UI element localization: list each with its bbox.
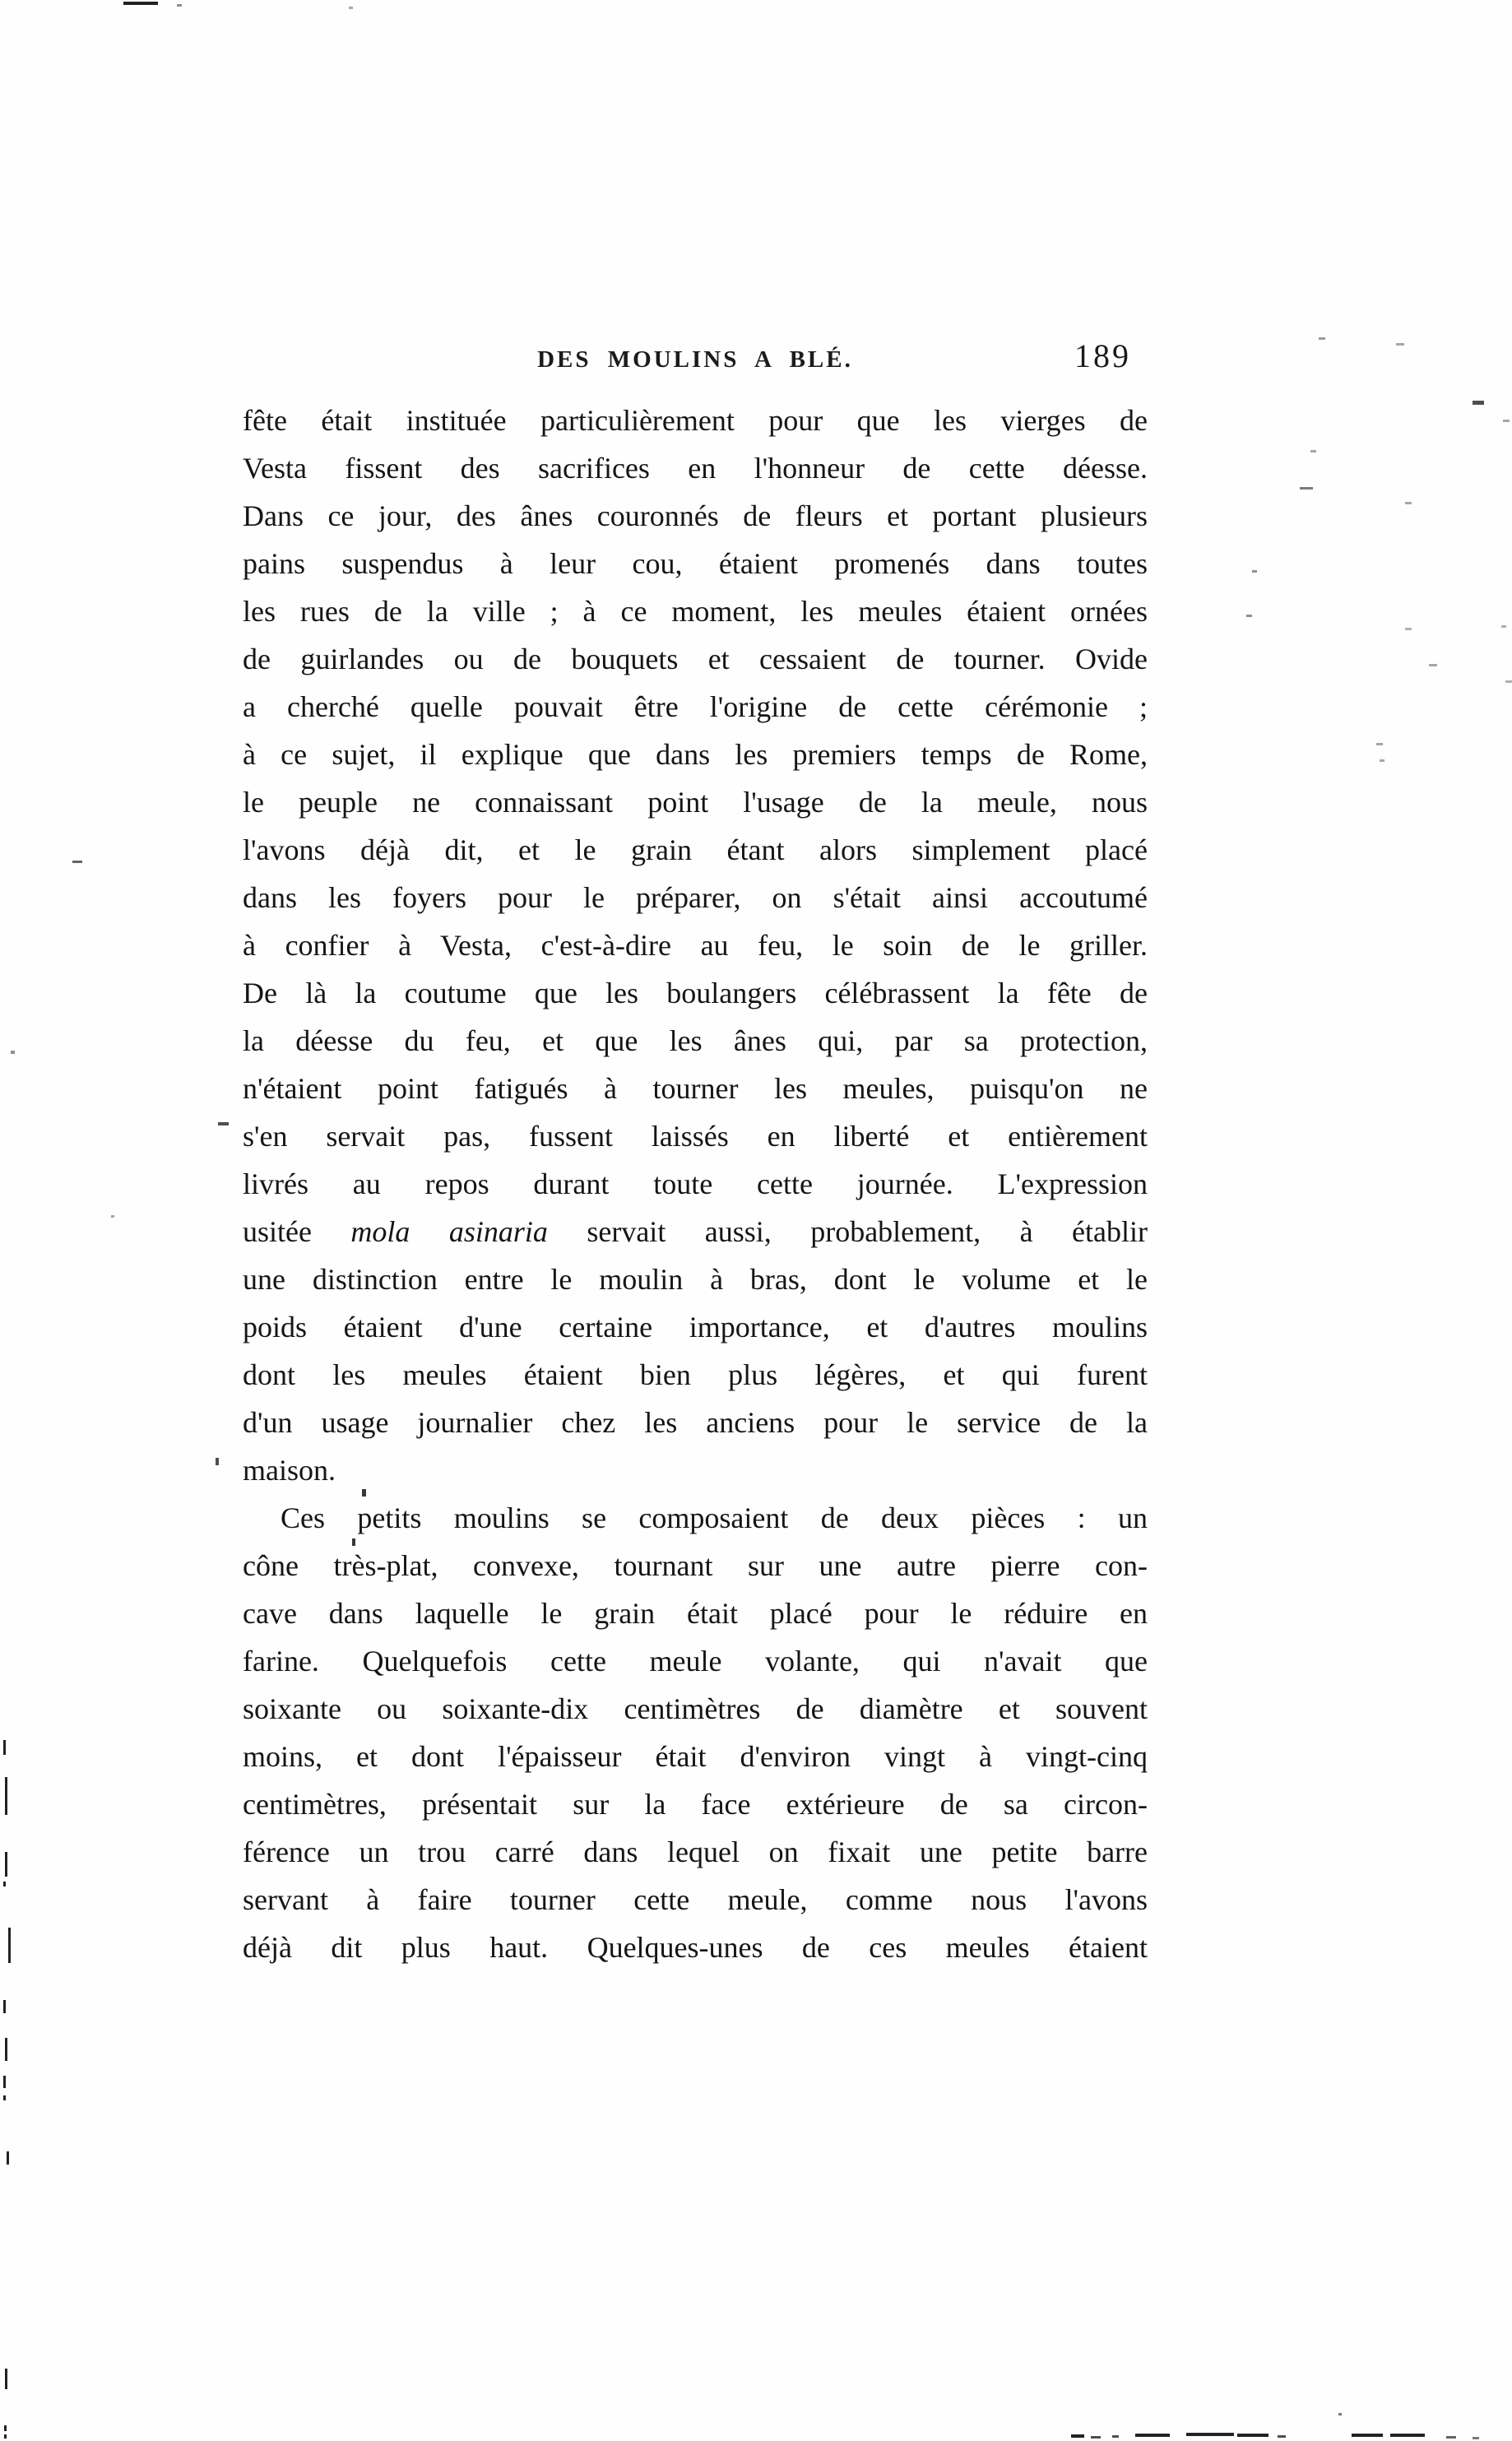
page-header (243, 339, 1148, 380)
scan-artifact (1429, 664, 1437, 666)
text-line (243, 1208, 1148, 1255)
text-segment: usitée (243, 1215, 351, 1248)
scan-artifact (1071, 2434, 1084, 2438)
scan-artifact (1237, 2434, 1269, 2437)
text-segment: poids étaient d'une certaine importance, et d'autres moulins (243, 1311, 1148, 1343)
text-segment: de guirlandes ou de bouquets et cessaient de tourner. Ovide (243, 643, 1148, 675)
text-segment: à ce sujet, il explique que dans les premiers temps de Rome, (243, 738, 1148, 771)
scan-artifact (1405, 502, 1412, 504)
scan-artifact (1390, 2434, 1425, 2437)
text-line (243, 969, 1148, 1017)
text-line (243, 921, 1148, 969)
scan-artifact (5, 2038, 7, 2061)
scan-artifact (4, 2425, 7, 2431)
scan-artifact (349, 7, 353, 9)
text-line (243, 1399, 1148, 1446)
scan-artifact (1405, 628, 1412, 630)
scan-artifact (5, 1777, 7, 1815)
text-line (243, 397, 1148, 444)
text-line (243, 1637, 1148, 1685)
text-segment: maison. (243, 1454, 336, 1487)
scan-artifact (4, 2434, 7, 2439)
scan-artifact (123, 2, 158, 5)
scan-artifact (3, 2095, 6, 2100)
scan-artifact (3, 2076, 6, 2088)
scan-artifact (3, 1882, 6, 1886)
text-line (243, 778, 1148, 826)
running-title: DES MOULINS A BLÉ. (537, 346, 853, 373)
scan-artifact (1505, 680, 1512, 683)
text-segment: déjà dit plus haut. Quelques-unes de ces meules étaient (243, 1931, 1148, 1964)
scan-artifact (1310, 450, 1316, 452)
scan-artifact (11, 1051, 15, 1054)
scan-artifact (3, 2000, 6, 2013)
text-line (243, 1017, 1148, 1065)
page-number: 189 (1074, 337, 1131, 374)
text-line (243, 826, 1148, 874)
text-segment: férence un trou carré dans lequel on fixait une petite barre (243, 1835, 1148, 1868)
text-line (243, 492, 1148, 540)
scan-artifact (1091, 2436, 1101, 2439)
scan-artifact (1501, 625, 1506, 628)
text-segment: l'avons déjà dit, et le grain étant alors simplement placé (243, 833, 1148, 866)
scan-artifact (1112, 2435, 1119, 2438)
scan-artifact (3, 1740, 6, 1755)
scan-artifact (8, 1928, 11, 1963)
text-line (243, 1351, 1148, 1399)
scan-artifact (1246, 615, 1252, 617)
text-segment: le peuple ne connaissant point l'usage de la meule, nous (243, 786, 1148, 819)
text-line (243, 1924, 1148, 1971)
text-line (243, 683, 1148, 731)
text-segment: servait aussi, probablement, à établir (547, 1215, 1148, 1248)
text-segment: Ces petits moulins se composaient de deux pièces : un (281, 1501, 1148, 1534)
text-segment: Vesta fissent des sacrifices en l'honneur de cette déesse. (243, 452, 1148, 485)
scan-artifact (1380, 759, 1384, 762)
text-segment: dont les meules étaient bien plus légères, et qui furent (243, 1358, 1148, 1391)
text-line (243, 1780, 1148, 1828)
text-line (243, 731, 1148, 778)
latin-phrase-italic: mola asinaria (350, 1215, 548, 1248)
scan-artifact (5, 1852, 7, 1877)
scan-artifact (72, 861, 82, 863)
scan-artifact (111, 1215, 114, 1218)
text-segment: Dans ce jour, des ânes couronnés de fleurs et portant plusieurs (243, 499, 1148, 532)
text-line (243, 1733, 1148, 1780)
text-line (243, 1876, 1148, 1924)
text-segment: cave dans laquelle le grain était placé pour le réduire en (243, 1597, 1148, 1630)
text-line (243, 1828, 1148, 1876)
text-line (243, 1494, 1148, 1542)
scan-artifact (5, 2369, 7, 2389)
scan-artifact (177, 4, 182, 7)
text-segment: livrés au repos durant toute cette journée. L'expression (243, 1167, 1148, 1200)
text-line (243, 587, 1148, 635)
scan-artifact (1473, 401, 1484, 405)
text-segment: pains suspendus à leur cou, étaient promenés dans toutes (243, 547, 1148, 580)
text-segment: d'un usage journalier chez les anciens pour le service de la (243, 1406, 1148, 1439)
text-line (243, 1446, 1148, 1494)
text-segment: une distinction entre le moulin à bras, dont le volume et le (243, 1263, 1148, 1296)
scan-artifact (7, 2151, 9, 2165)
text-segment: moins, et dont l'épaisseur était d'environ vingt à vingt-cinq (243, 1740, 1148, 1773)
text-segment: De là la coutume que les boulangers célébrassent la fête de (243, 977, 1148, 1009)
text-segment: les rues de la ville ; à ce moment, les meules étaient ornées (243, 595, 1148, 628)
text-line (243, 444, 1148, 492)
text-line (243, 1255, 1148, 1303)
scan-artifact (1446, 2436, 1456, 2439)
text-segment: a cherché quelle pouvait être l'origine de cette cérémonie ; (243, 690, 1148, 723)
text-line (243, 1112, 1148, 1160)
page-body-text (243, 397, 1148, 1971)
scan-artifact (1252, 570, 1257, 573)
scan-artifact (1186, 2433, 1234, 2436)
text-line (243, 1542, 1148, 1589)
text-line (243, 635, 1148, 683)
text-line (243, 540, 1148, 587)
scan-artifact (218, 1122, 229, 1125)
text-line (243, 1589, 1148, 1637)
text-segment: à confier à Vesta, c'est-à-dire au feu, le soin de le griller. (243, 929, 1148, 962)
text-line (243, 874, 1148, 921)
text-segment: n'étaient point fatigués à tourner les meules, puisqu'on ne (243, 1072, 1148, 1105)
text-segment: soixante ou soixante-dix centimètres de diamètre et souvent (243, 1692, 1148, 1725)
scan-artifact (1338, 2413, 1342, 2415)
text-segment: cône très-plat, convexe, tournant sur une autre pierre con- (243, 1549, 1148, 1582)
text-segment: servant à faire tourner cette meule, comme nous l'avons (243, 1883, 1148, 1916)
scan-artifact (1300, 487, 1313, 490)
scan-artifact (216, 1458, 219, 1465)
scan-artifact (1473, 2437, 1479, 2439)
scan-artifact (1319, 337, 1325, 340)
text-segment: centimètres, présentait sur la face extérieure de sa circon- (243, 1788, 1148, 1821)
text-segment: fête était instituée particulièrement pour que les vierges de (243, 404, 1148, 437)
text-segment: la déesse du feu, et que les ânes qui, par sa protection, (243, 1024, 1148, 1057)
scan-artifact (1376, 743, 1383, 745)
text-line (243, 1160, 1148, 1208)
text-line (243, 1065, 1148, 1112)
text-segment: dans les foyers pour le préparer, on s'était ainsi accoutumé (243, 881, 1148, 914)
scan-artifact (1352, 2434, 1383, 2437)
scan-artifact (1135, 2434, 1170, 2437)
scan-artifact (1503, 420, 1510, 422)
text-segment: farine. Quelquefois cette meule volante, qui n'avait que (243, 1645, 1148, 1678)
scan-artifact (1278, 2435, 1286, 2438)
text-line (243, 1685, 1148, 1733)
text-line (243, 1303, 1148, 1351)
text-segment: s'en servait pas, fussent laissés en liberté et entièrement (243, 1120, 1148, 1153)
scan-artifact (1396, 343, 1404, 346)
